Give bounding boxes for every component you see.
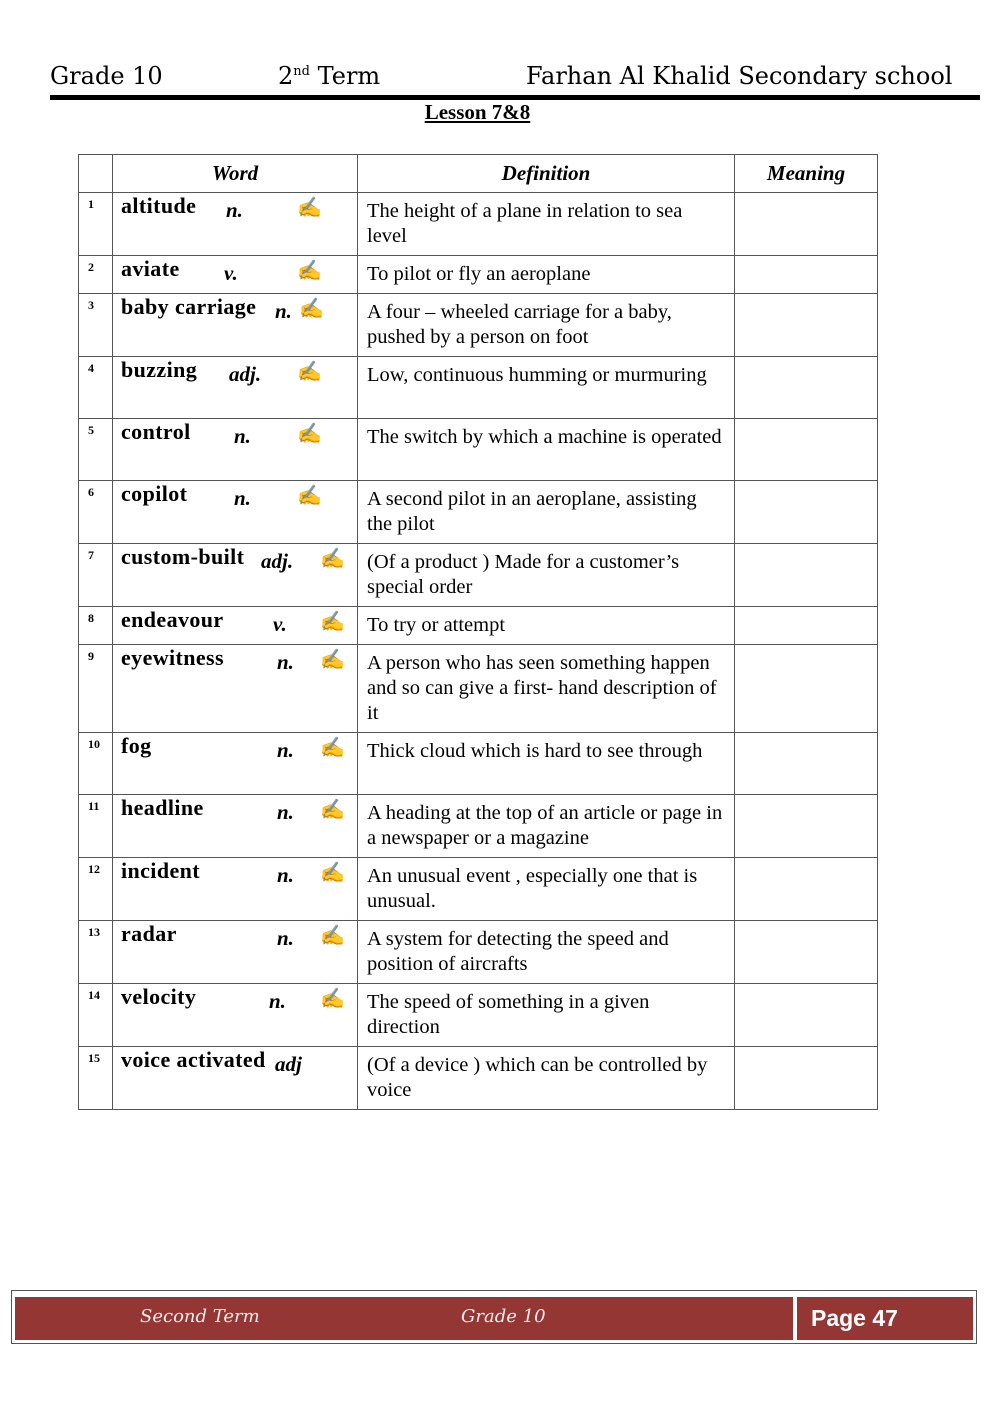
part-of-speech: adj. — [261, 549, 294, 573]
definition-cell: A system for detecting the speed and position of aircrafts — [358, 921, 735, 984]
vocab-word: eyewitness — [121, 645, 224, 670]
writing-hand-icon: ✍ — [297, 485, 322, 507]
writing-hand-icon: ✍ — [320, 862, 345, 884]
vocab-word: incident — [121, 858, 200, 883]
meaning-cell[interactable] — [735, 294, 878, 357]
vocab-word: buzzing — [121, 357, 198, 382]
table-row — [79, 1047, 878, 1110]
footer-term: Second Term — [140, 1306, 260, 1327]
writing-hand-icon: ✍ — [297, 423, 322, 445]
table-body — [79, 193, 878, 1110]
header-term-word: Term — [309, 62, 381, 90]
definition-cell: Low, continuous humming or murmuring — [358, 357, 735, 419]
word-cell — [113, 921, 358, 984]
definition-cell: The switch by which a machine is operated — [358, 419, 735, 481]
word-cell — [113, 645, 358, 733]
vocab-word: fog — [121, 733, 152, 758]
row-number: 7 — [79, 544, 113, 607]
table-row — [79, 795, 878, 858]
writing-hand-icon: ✍ — [320, 799, 345, 821]
table-row — [79, 419, 878, 481]
definition-cell: An unusual event , especially one that is unusual. — [358, 858, 735, 921]
definition-cell: To try or attempt — [358, 607, 735, 645]
part-of-speech: n. — [269, 989, 286, 1013]
table-header-row — [79, 155, 878, 193]
table-row — [79, 733, 878, 795]
part-of-speech: n. — [277, 926, 294, 950]
definition-cell: To pilot or fly an aeroplane — [358, 256, 735, 294]
meaning-cell[interactable] — [735, 357, 878, 419]
footer-page-box — [797, 1297, 973, 1340]
writing-hand-icon: ✍ — [320, 548, 345, 570]
definition-cell: A heading at the top of an article or page in a newspaper or a magazine — [358, 795, 735, 858]
part-of-speech: v. — [273, 612, 287, 636]
part-of-speech: adj. — [229, 362, 262, 386]
table-row — [79, 645, 878, 733]
writing-hand-icon: ✍ — [320, 925, 345, 947]
word-cell — [113, 544, 358, 607]
table-row — [79, 256, 878, 294]
header-term-number: 2 — [278, 62, 294, 90]
word-cell — [113, 357, 358, 419]
word-cell — [113, 256, 358, 294]
column-header-definition: Definition — [358, 155, 735, 193]
table-row — [79, 193, 878, 256]
vocabulary-table — [78, 154, 878, 1110]
definition-cell: (Of a device ) which can be controlled by voice — [358, 1047, 735, 1110]
meaning-cell[interactable] — [735, 858, 878, 921]
writing-hand-icon: ✍ — [297, 361, 322, 383]
row-number: 12 — [79, 858, 113, 921]
header-term — [278, 62, 380, 90]
table-row — [79, 481, 878, 544]
row-number: 11 — [79, 795, 113, 858]
writing-hand-icon: ✍ — [320, 649, 345, 671]
vocab-word: copilot — [121, 481, 188, 506]
part-of-speech: n. — [277, 800, 294, 824]
word-cell — [113, 733, 358, 795]
writing-hand-icon: ✍ — [297, 260, 322, 282]
writing-hand-icon: ✍ — [297, 197, 322, 219]
vocab-word: custom-built — [121, 544, 245, 569]
footer-grade: Grade 10 — [461, 1306, 546, 1327]
word-cell — [113, 294, 358, 357]
part-of-speech: n. — [226, 198, 243, 222]
part-of-speech: n. — [277, 650, 294, 674]
table-row — [79, 544, 878, 607]
part-of-speech: n. — [277, 863, 294, 887]
header-term-suffix: nd — [293, 64, 310, 79]
row-number: 6 — [79, 481, 113, 544]
meaning-cell[interactable] — [735, 984, 878, 1047]
definition-cell: (Of a product ) Made for a customer’s special order — [358, 544, 735, 607]
meaning-cell[interactable] — [735, 481, 878, 544]
definition-cell: Thick cloud which is hard to see through — [358, 733, 735, 795]
meaning-cell[interactable] — [735, 193, 878, 256]
meaning-cell[interactable] — [735, 256, 878, 294]
row-number: 9 — [79, 645, 113, 733]
vocab-word: endeavour — [121, 607, 224, 632]
definition-cell: A second pilot in an aeroplane, assisting the pilot — [358, 481, 735, 544]
meaning-cell[interactable] — [735, 921, 878, 984]
part-of-speech: n. — [234, 424, 251, 448]
part-of-speech: n. — [277, 738, 294, 762]
table-row — [79, 921, 878, 984]
word-cell — [113, 858, 358, 921]
header-grade: Grade 10 — [50, 62, 163, 90]
table-row — [79, 607, 878, 645]
writing-hand-icon: ✍ — [299, 298, 324, 320]
part-of-speech: n. — [234, 486, 251, 510]
row-number: 15 — [79, 1047, 113, 1110]
row-number: 3 — [79, 294, 113, 357]
row-number: 4 — [79, 357, 113, 419]
row-number: 10 — [79, 733, 113, 795]
word-cell — [113, 1047, 358, 1110]
row-number: 1 — [79, 193, 113, 256]
word-cell — [113, 795, 358, 858]
writing-hand-icon: ✍ — [320, 988, 345, 1010]
meaning-cell[interactable] — [735, 607, 878, 645]
row-number: 14 — [79, 984, 113, 1047]
lesson-title: Lesson 7&8 — [424, 100, 531, 124]
definition-cell: A person who has seen something happen and so can give a first- hand description of it — [358, 645, 735, 733]
table-row — [79, 294, 878, 357]
row-number: 13 — [79, 921, 113, 984]
vocab-word: velocity — [121, 984, 197, 1009]
vocab-word: baby carriage — [121, 294, 257, 319]
row-number: 2 — [79, 256, 113, 294]
part-of-speech: adj — [275, 1052, 302, 1076]
vocab-word: radar — [121, 921, 177, 946]
definition-cell: The height of a plane in relation to sea level — [358, 193, 735, 256]
meaning-cell[interactable] — [735, 544, 878, 607]
writing-hand-icon: ✍ — [320, 611, 345, 633]
row-number: 8 — [79, 607, 113, 645]
page-header — [50, 62, 980, 94]
word-cell — [113, 193, 358, 256]
vocab-word: voice activated — [121, 1047, 266, 1072]
footer-bar — [15, 1297, 793, 1340]
meaning-cell[interactable] — [735, 733, 878, 795]
column-header-word: Word — [113, 155, 358, 193]
meaning-cell[interactable] — [735, 419, 878, 481]
part-of-speech: v. — [224, 261, 238, 285]
word-cell — [113, 419, 358, 481]
footer-page-number: Page 47 — [811, 1305, 898, 1331]
word-cell — [113, 607, 358, 645]
header-school: Farhan Al Khalid Secondary school — [526, 62, 953, 90]
vocab-word: headline — [121, 795, 204, 820]
table-row — [79, 357, 878, 419]
vocab-word: aviate — [121, 256, 180, 281]
column-header-meaning: Meaning — [735, 155, 878, 193]
meaning-cell[interactable] — [735, 645, 878, 733]
definition-cell: A four – wheeled carriage for a baby, pushed by a person on foot — [358, 294, 735, 357]
column-header-number — [79, 155, 113, 193]
table-row — [79, 858, 878, 921]
part-of-speech: n. — [275, 299, 292, 323]
word-cell — [113, 984, 358, 1047]
meaning-cell[interactable] — [735, 1047, 878, 1110]
vocab-word: altitude — [121, 193, 197, 218]
meaning-cell[interactable] — [735, 795, 878, 858]
writing-hand-icon: ✍ — [320, 737, 345, 759]
row-number: 5 — [79, 419, 113, 481]
vocab-word: control — [121, 419, 191, 444]
definition-cell: The speed of something in a given direction — [358, 984, 735, 1047]
word-cell — [113, 481, 358, 544]
table-row — [79, 984, 878, 1047]
